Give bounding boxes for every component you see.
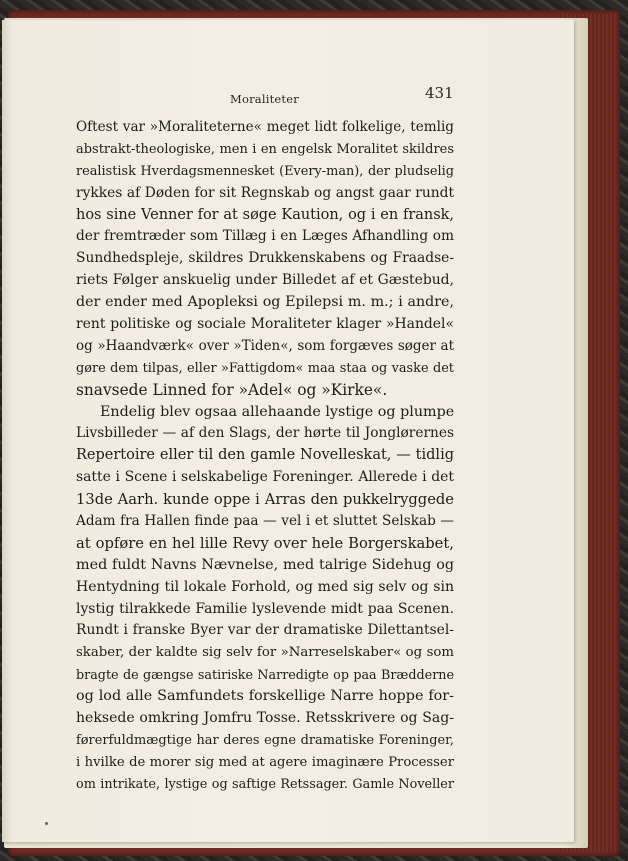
text-line: Livsbilleder — af den Slags, der hørte til Jonglørernes <box>76 425 454 442</box>
body-text <box>76 117 454 796</box>
text-line: 13de Aarh. kunde oppe i Arras den pukkelryggede <box>76 491 454 509</box>
text-line: der fremtræder som Tillæg i en Læges Afhandling om <box>76 228 454 245</box>
text-line: heksede omkring Jomfru Tosse. Retsskrivere og Sag- <box>76 710 454 727</box>
text-line: og »Haandværk« over »Tiden«, som forgæves søger at <box>76 337 454 354</box>
text-line: med fuldt Navns Nævnelse, med talrige Sidehug og <box>76 556 454 573</box>
text-line: Rundt i franske Byer var der dramatiske Dilettantsel- <box>76 622 454 639</box>
text-line: at opføre en hel lille Revy over hele Borgerskabet, <box>76 534 454 552</box>
text-line: gøre dem tilpas, eller »Fattigdom« maa staa og vaske det <box>76 360 454 376</box>
text-line: Repertoire eller til den gamle Novelleskat, — tidlig <box>76 447 454 464</box>
text-line: Oftest var »Moraliteterne« meget lidt folkelige, temlig <box>76 119 454 135</box>
text-line: rykkes af Døden for sit Regnskab og angst gaar rundt <box>76 184 454 201</box>
page-number: 431 <box>425 84 454 102</box>
text-line: skaber, der kaldte sig selv for »Narreselskaber« og som <box>76 645 454 661</box>
text-line: realistisk Hverdagsmennesket (Every-man), der pludselig <box>76 163 454 179</box>
text-line: satte i Scene i selskabelige Foreninger. Allerede i det <box>76 469 454 486</box>
text-line: i hvilke de morer sig med at agere imaginære Processer <box>76 754 454 770</box>
text-line: Hentydning til lokale Forhold, og med sig selv og sin <box>76 578 454 595</box>
text-line: hos sine Venner for at søge Kaution, og i en fransk, <box>76 206 454 223</box>
text-line: abstrakt-theologiske, men i en engelsk Moralitet skildres <box>76 141 454 157</box>
text-line: snavsede Linned for »Adel« og »Kirke«. <box>76 380 388 399</box>
text-line: om intrikate, lystige og saftige Retssager. Gamle Noveller <box>76 776 454 792</box>
text-line: der ender med Apopleksi og Epilepsi m. m.; i andre, <box>76 294 454 311</box>
text-line: rent politiske og sociale Moraliteter klager »Handel« <box>76 316 454 333</box>
text-line: lystig tilrakkede Familie lyslevende midt paa Scenen. <box>76 600 454 617</box>
text-line: Adam fra Hallen finde paa — vel i et sluttet Selskab — <box>76 513 454 530</box>
page-speck <box>45 822 48 825</box>
text-line: riets Følger anskuelig under Billedet af et Gæstebud, <box>76 272 454 289</box>
text-line: førerfuldmægtige har deres egne dramatiske Foreninger, <box>76 732 454 748</box>
text-line: bragte de gængse satiriske Narredigte op paa Brædderne <box>76 667 454 683</box>
text-line: Endelig blev ogsaa allehaande lystige og plumpe <box>100 403 455 420</box>
running-head: Moraliteter <box>230 92 299 106</box>
text-line: Sundhedspleje, skildres Drukkenskabens og Fraadse- <box>76 250 454 267</box>
text-line: og lod alle Samfundets forskellige Narre hoppe for- <box>76 688 454 705</box>
